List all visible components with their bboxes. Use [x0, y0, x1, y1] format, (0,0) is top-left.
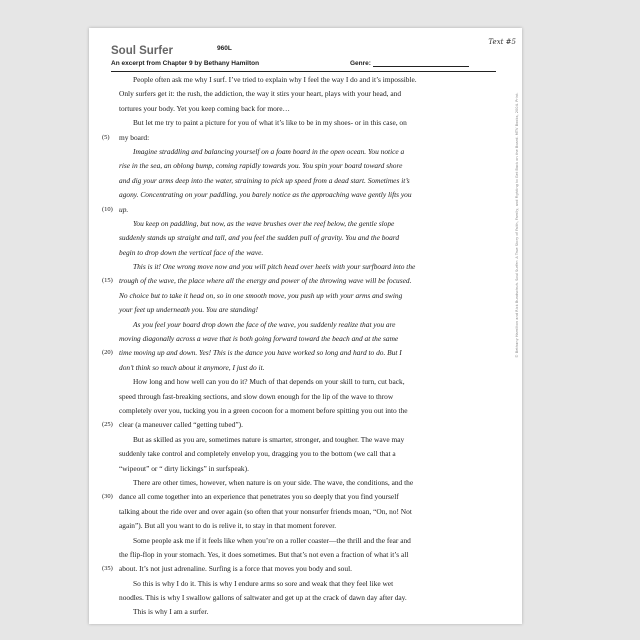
passage-line [119, 433, 486, 447]
passage-line [102, 562, 486, 576]
passage-line [119, 548, 486, 562]
passage-line [119, 476, 486, 490]
passage-line [119, 73, 486, 87]
passage-line [119, 519, 486, 533]
passage-line [119, 318, 486, 332]
line-number: (15) [102, 277, 113, 285]
line-text: This is it! One wrong move now and you will pitch head over heels with your surfboard into the [133, 262, 416, 272]
passage-line [119, 145, 486, 159]
line-text: suddenly take control and completely envelop you, dragging you to the bottom (we call that a [119, 449, 396, 459]
passage-line [102, 490, 486, 504]
line-text: suddenly stands up straight and tall, and you feel the sudden pull of gravity. You and the board [119, 233, 400, 243]
line-text: noodles. This is why I swallow gallons of saltwater and get up at the crack of dawn day after day. [119, 593, 407, 603]
line-text: moving diagonally across a wave that is both going forward toward the beach and at the same [119, 334, 399, 344]
side-credit: © Bethany Hamilton and Rick Bundschuh. Soul Surfer: A True Story of Faith, Family, and Fighting to Get Back on the Board. MTV Books, 2004. Print. [515, 92, 519, 358]
line-text: my board: [119, 132, 150, 142]
line-text: speed through fast-breaking sections, and slow down enough for the lip of the wave to throw [119, 391, 394, 401]
line-text: up. [119, 204, 129, 214]
line-text: agony. Concentrating on your paddling, you barely notice as the approaching wave gently lifts you [119, 190, 412, 200]
byline: An excerpt from Chapter 9 by Bethany Hamilton [111, 60, 260, 67]
line-text: time moving up and down. Yes! This is the dance you have worked so long and hard to do. But I [119, 348, 402, 358]
line-number: (35) [102, 565, 113, 573]
line-text: Only surfers get it: the rush, the addiction, the way it stirs your heart, plays with your head, and [119, 89, 402, 99]
line-text: No choice but to take it head on, so in one smooth move, you push up with your arms and swing [119, 290, 403, 300]
genre-label: Genre: [350, 60, 371, 67]
passage-line [119, 390, 486, 404]
line-text: Imagine straddling and balancing yourself on a foam board in the open ocean. You notice a [133, 146, 405, 156]
line-text: But as skilled as you are, sometimes nature is smarter, stronger, and tougher. The wave may [133, 434, 405, 444]
genre-field [350, 60, 469, 67]
passage-line [119, 159, 486, 173]
line-text: the flip-flop in your stomach. Yes, it does sometimes. But that’s not even a fraction of what it’s all [119, 549, 409, 559]
line-text: don’t think so much about it anymore, I just do it. [119, 362, 265, 372]
passage-line [119, 87, 486, 101]
corner-note: Text #5 [488, 38, 516, 46]
passage-line [102, 274, 486, 288]
line-text: completely over you, tucking you in a green cocoon for a moment before spitting you out into the [119, 405, 408, 415]
passage-line [119, 447, 486, 461]
passage-line [119, 217, 486, 231]
passage-line [119, 361, 486, 375]
line-text: your feet up underneath you. You are standing! [119, 305, 259, 315]
line-text: clear (a maneuver called “getting tubed”). [119, 420, 243, 430]
passage-line [119, 332, 486, 346]
passage-line [119, 303, 486, 317]
line-text: There are other times, however, when nature is on your side. The wave, the conditions, and the [133, 477, 414, 487]
line-text: How long and how well can you do it? Much of that depends on your skill to turn, cut back, [133, 377, 405, 387]
line-text: trough of the wave, the place where all the energy and power of the throwing wave will be focused. [119, 276, 412, 286]
line-number: (25) [102, 421, 113, 429]
line-text: again”). But all you want to do is relive it, to stay in that moment forever. [119, 521, 337, 531]
passage-line [119, 188, 486, 202]
line-text: Some people ask me if it feels like when you’re on a roller coaster—the thrill and the fear and [133, 535, 411, 545]
passage-line [119, 605, 486, 619]
line-text: You keep on paddling, but now, as the wave brushes over the reef below, the gentle slope [133, 218, 395, 228]
line-text: rise in the sea, an oblong bump, coming rapidly towards you. You spin your board toward shore [119, 161, 403, 171]
document-title: Soul Surfer [111, 45, 173, 57]
line-text: This is why I am a surfer. [133, 607, 209, 617]
passage-line [119, 174, 486, 188]
passage-line [119, 404, 486, 418]
line-number: (20) [102, 349, 113, 357]
passage-line [119, 231, 486, 245]
passage-line [119, 534, 486, 548]
passage-line [119, 591, 486, 605]
line-text: talking about the ride over and over again (so often that your nonsurfer friends moan, “On, no! Not [119, 506, 412, 516]
passage-line [119, 462, 486, 476]
worksheet-header [111, 41, 496, 72]
line-text: People often ask me why I surf. I’ve tried to explain why I feel the way I do and it’s impossible. [133, 75, 417, 84]
passage-line [119, 577, 486, 591]
line-text: begin to drop down the vertical face of the wave. [119, 247, 264, 257]
passage-line [102, 418, 486, 432]
line-text: “wipeout” or “ dirty lickings” in surfspeak). [119, 463, 249, 473]
genre-blank-line [373, 60, 469, 67]
line-text: tortures your body. Yet you keep coming back for more… [119, 103, 290, 113]
passage-line [119, 505, 486, 519]
passage-line [102, 346, 486, 360]
passage-line [119, 102, 486, 116]
line-text: dance all come together into an experience that penetrates you so deeply that you find yourself [119, 492, 399, 502]
line-text: As you feel your board drop down the face of the wave, you suddenly realize that you are [133, 319, 396, 329]
passage-line [102, 131, 486, 145]
passage-line [119, 246, 486, 260]
line-text: But let me try to paint a picture for you of what it’s like to be in my shoes- or in this case, on [133, 118, 407, 128]
passage-line [119, 116, 486, 130]
passage-line [119, 260, 486, 274]
header-subrow [111, 59, 496, 72]
line-text: So this is why I do it. This is why I endure arms so sore and weak that they feel like wet [133, 578, 394, 588]
lexile-level: 960L [217, 45, 232, 52]
passage-line [102, 203, 486, 217]
line-text: about. It’s not just adrenaline. Surfing is a force that moves you body and soul. [119, 564, 352, 574]
worksheet-page [89, 28, 522, 624]
passage-text [102, 73, 486, 620]
line-number: (10) [102, 205, 113, 213]
line-number: (30) [102, 493, 113, 501]
passage-line [119, 375, 486, 389]
passage-line [119, 289, 486, 303]
line-number: (5) [102, 133, 110, 141]
line-text: and dig your arms deep into the water, straining to pick up speed from a dead start. Sometimes it’s [119, 175, 410, 185]
